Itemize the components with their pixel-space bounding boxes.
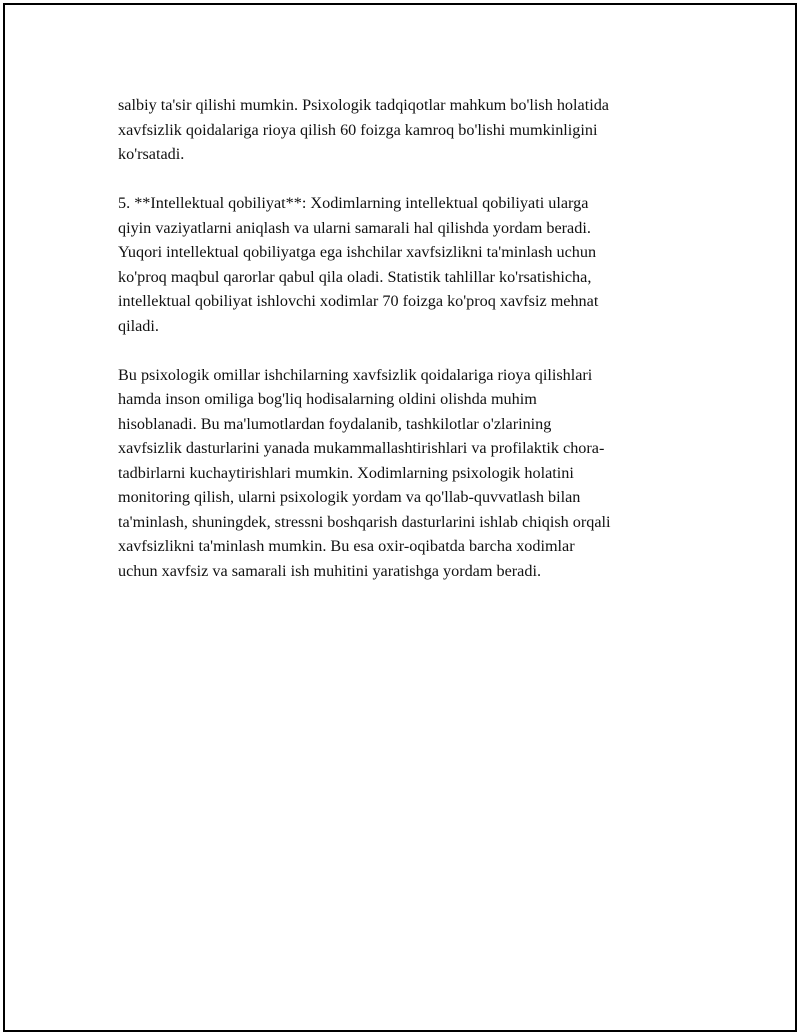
- document-body: [118, 93, 698, 608]
- paragraph-continuation: salbiy ta'sir qilishi mumkin. Psixologik tadqiqotlar mahkum bo'lish holatida xavfsizlik qoidalariga rioya qilish 60 foizga kamroq bo'lishi mumkinligini ko'rsatadi.: [118, 96, 609, 163]
- paragraph-intellectual-ability: 5. **Intellektual qobiliyat**: Xodimlarning intellektual qobiliyati ularga qiyin vaziyatlarni aniqlash va ularni samarali hal qilishda yordam beradi. Yuqori intellektual qobiliyatga ega ishchilar xavfsizlikni ta'minlash uchun ko'proq maqbul qarorlar qabul qila oladi. Statistik tahlillar ko'rsatishicha, intellektual qobiliyat ishlovchi xodimlar 70 foizga ko'proq xavfsiz mehnat qiladi.: [118, 194, 599, 335]
- paragraph-conclusion: Bu psixologik omillar ishchilarning xavfsizlik qoidalariga rioya qilishlari hamda inson omiliga bog'liq hodisalarning oldini olishda muhim hisoblanadi. Bu ma'lumotlardan foydalanib, tashkilotlar o'zlarining xavfsizlik dasturlarini yanada mukammallashtirishlari va profilaktik chora- tadbirlarni kuchaytirishlari mumkin. Xodimlarning psixologik holatini monitoring qilish, ularni psixologik yordam va qo'llab-quvvatlash bilan ta'minlash, shuningdek, stressni boshqarish dasturlarini ishlab chiqish orqali xavfsizlikni ta'minlash mumkin. Bu esa oxir-oqibatda barcha xodimlar uchun xavfsiz va samarali ish muhitini yaratishga yordam beradi.: [118, 365, 611, 580]
